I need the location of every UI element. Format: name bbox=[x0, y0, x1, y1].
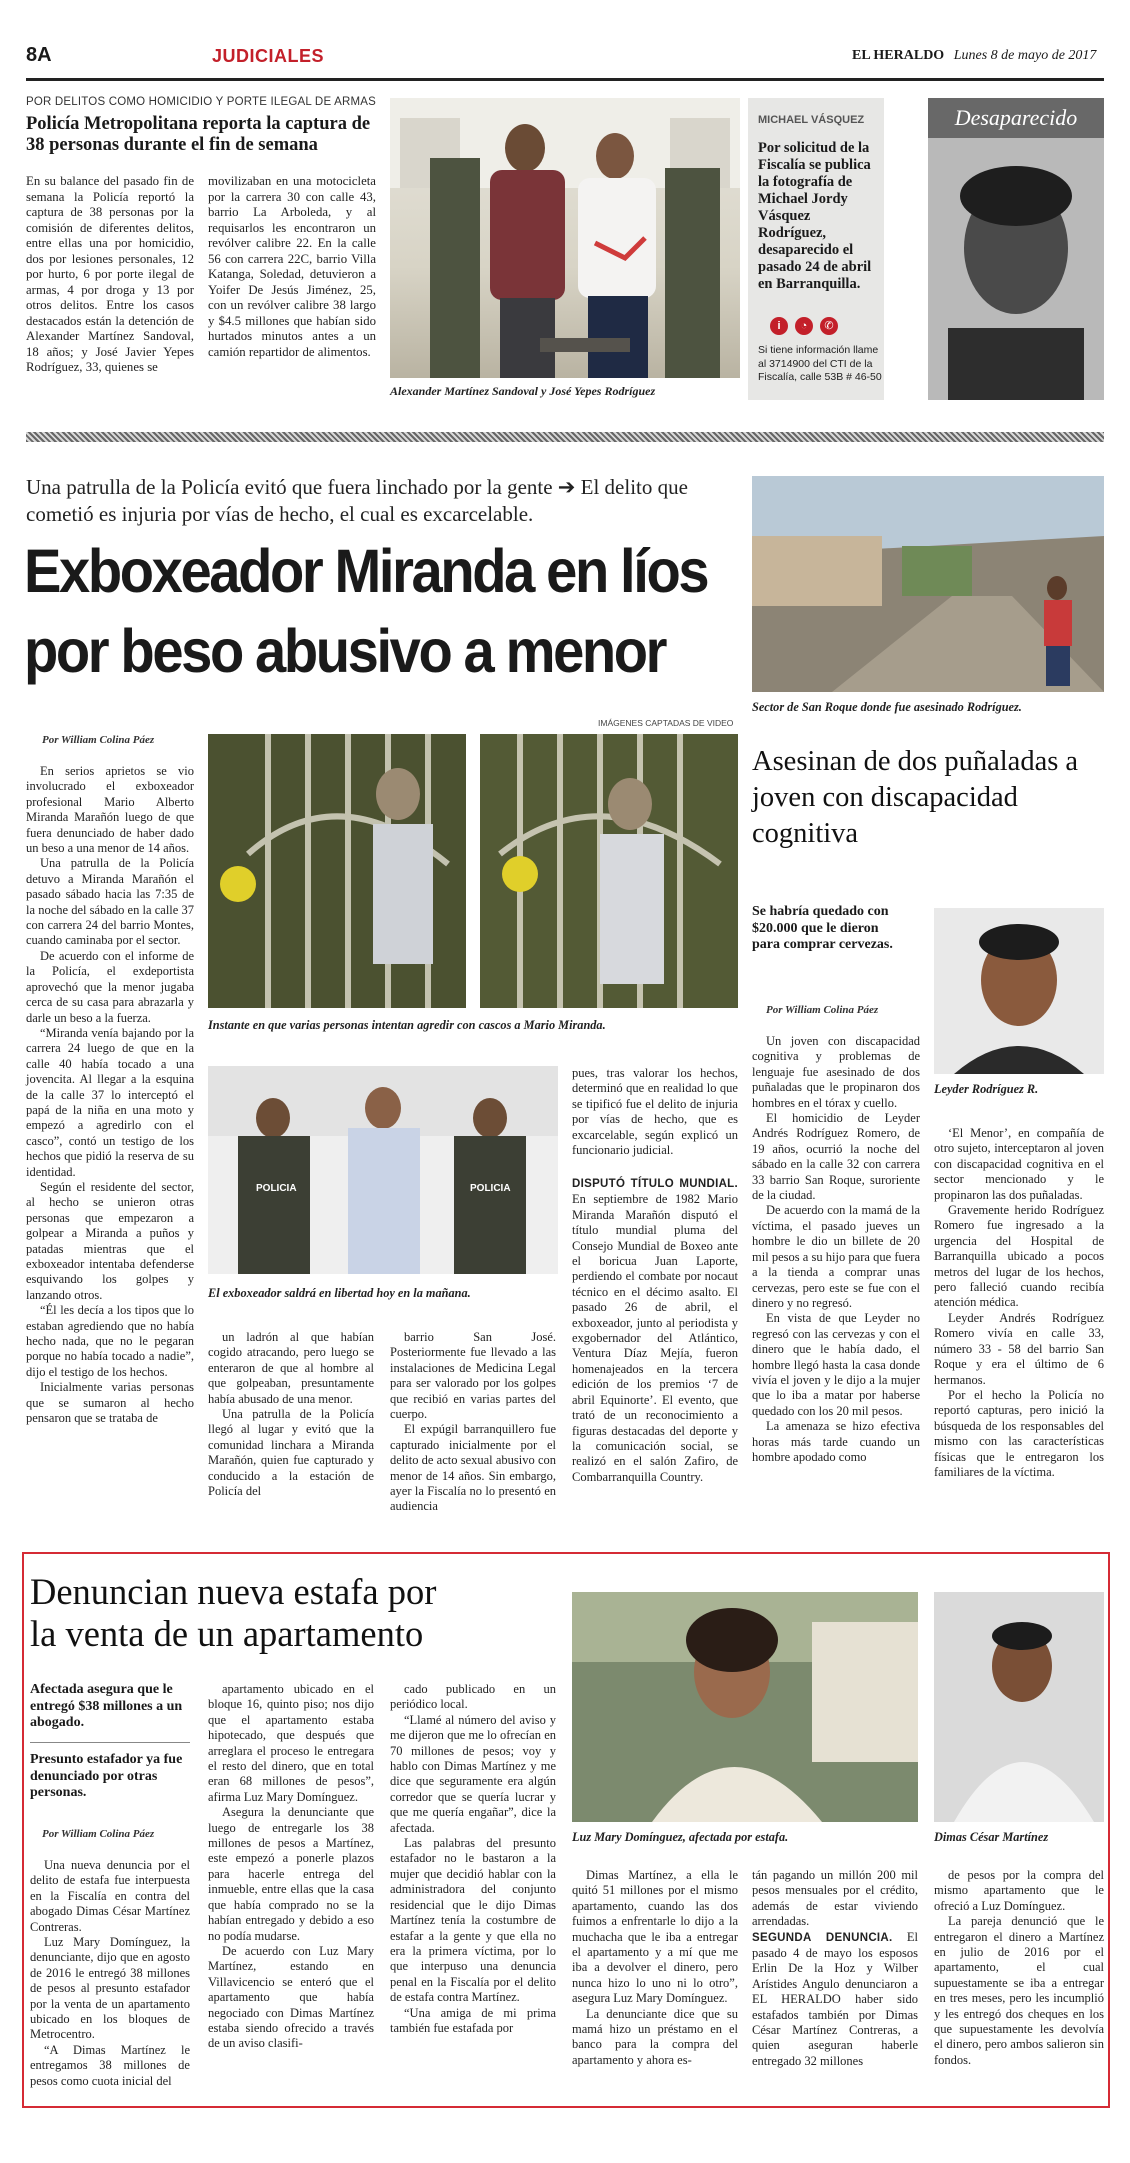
missing-person-info: Si tiene información llame al 3714900 del CTI de la Fiscalía, calle 53B # 46-50 bbox=[758, 344, 882, 383]
paragraph: barrio San José. Posteriormente fue llevado a las instalaciones de Medicina Legal para ser valorado por los golpes que recibió en varias partes del cuerpo. bbox=[390, 1330, 556, 1422]
victim-portrait-caption: Leyder Rodríguez R. bbox=[934, 1082, 1039, 1096]
paragraph: Inicialmente varias personas que se sumaron al hecho pensaron que se trataba de bbox=[26, 1380, 194, 1426]
paragraph: ‘El Menor’, en compañía de otro sujeto, interceptaron al joven con discapacidad cognitiva en el sector mencionado y le propinaron las dos puñaladas. bbox=[934, 1126, 1104, 1202]
paragraph: De acuerdo con la mamá de la víctima, el pasado jueves un hombre le dio un billete de 20 mil pesos a su hijo para que fuera a la tienda a comprar unas cervezas, pero este se fue con el dinero y no regresó. bbox=[752, 1203, 920, 1310]
info-icon: i bbox=[770, 317, 788, 335]
victim-portrait bbox=[934, 908, 1104, 1074]
story4-man-caption: Dimas César Martínez bbox=[934, 1830, 1049, 1844]
story2-headline-2: por beso abusivo a menor bbox=[24, 617, 666, 685]
story2-byline: Por William Colina Páez bbox=[42, 734, 155, 746]
paragraph: El homicidio de Leyder Andrés Rodríguez Romero, de 19 años, ocurrió la noche del sábado en la calle 32 con carrera 33 barrio San Roque, suroriente de la ciudad. bbox=[752, 1111, 920, 1203]
photo-credit: IMÁGENES CAPTADAS DE VIDEO bbox=[598, 718, 734, 728]
paragraph: Luz Mary Domínguez, la denunciante, dijo que en agosto de 2016 le entregó 38 millones de pesos al presunto estafador por la venta de un apartamento ubicado en los bloques de Metrocentro. bbox=[30, 1935, 190, 2042]
paragraph: un ladrón al que habían cogido atracando, pero luego se enteraron de que al hombre al que golpeaban, presuntamente había abusado de una menor. bbox=[208, 1330, 374, 1406]
clock-icon: ◔ bbox=[795, 317, 813, 335]
story1-photo-caption: Alexander Martínez Sandoval y José Yepes Rodríguez bbox=[390, 384, 656, 398]
story2-column-4 bbox=[572, 1176, 738, 1485]
paragraph: de pesos por la compra del mismo apartamento que le ofreció a Luz Domínguez. bbox=[934, 1868, 1104, 1913]
story2-police-photo bbox=[208, 1066, 558, 1274]
story2-video-frame-2 bbox=[480, 734, 738, 1008]
story2-column-4b: En septiembre de 1982 Mario Miranda Marañón disputó el título mundial pluma del Consejo Mundial de Boxeo ante el boricua Juan Laporte, perdiendo el combate por nocaut técnico en el décimo asalto. El pasado 26 de abril, el exboxeador, junto al periodista y exgobernador del Atlántico, Ventura Díaz Mejía, fueron homenajeados en la tercera edición de los premios ‘7 de abril Equinorte’. El evento, que trató de un reconocimiento a figuras destacadas del deporte y la comunicación social, se realizó en el salón Zafiro, de Combarranquilla Country. bbox=[572, 1192, 738, 1484]
story2-column-3 bbox=[390, 1330, 556, 1515]
story1-headline: Policía Metropolitana reporta la captura de 38 personas durante el fin de semana bbox=[26, 114, 371, 155]
story2-caption-top: Instante en que varias personas intentan agredir con cascos a Mario Miranda. bbox=[208, 1018, 606, 1032]
arrest-photo-illustration bbox=[390, 98, 740, 378]
story2-deck: Una patrulla de la Policía evitó que fuera linchado por la gente ➔ El delito que cometió es injuria por vías de hecho, el cual es excarcelable. bbox=[26, 475, 688, 526]
paragraph: “Él les decía a los tipos que lo estaban agrediendo que no había hecho nada, que no le pegaran porque no había tocado a nadie”, dijo el testigo de los hechos. bbox=[26, 1303, 194, 1379]
story2-video-frame-1 bbox=[208, 734, 466, 1008]
story4-column-5 bbox=[934, 1868, 1104, 2068]
paragraph: De acuerdo con el informe de la Policía, el exdeportista aprovechó que la menor jugaba cerca de su casa para abrazarla y darle un beso a la fuerza. bbox=[26, 948, 194, 1025]
paragraph: En serios aprietos se vio involucrado el exboxeador profesional Mario Alberto Miranda Marañón luego de que fuera denunciado de haber dado un beso a una menor de 14 años. bbox=[26, 764, 194, 856]
missing-person-photo bbox=[928, 98, 1104, 400]
police-label-left: POLICIA bbox=[256, 1183, 297, 1194]
paragraph: Las palabras del presunto estafador no le bastaron a la mujer que decidió hablar con la administradora del conjunto residencial que le dijo Dimas Martínez tenía la costumbre de estafar a la gente y que ella no era la primera víctima, por lo que interpuso una denuncia penal en la Fiscalía por el delito de estafa contra Martínez. bbox=[390, 1836, 556, 2005]
section-divider bbox=[26, 432, 1104, 442]
street-illustration bbox=[752, 476, 1104, 692]
story4-column-4a: tán pagando un millón 200 mil pesos mensuales por el crédito, además de estar viviendo arrendadas. bbox=[752, 1868, 918, 1929]
paragraph: “Una amiga de mi prima también fue estafada por bbox=[390, 2005, 556, 2035]
paragraph: Una patrulla de la Policía llegó al lugar y evitó que la comunidad linchara a Miranda Marañón, quien fue capturado y conducido a la estación de Policía del bbox=[208, 1407, 374, 1499]
story4-dek-1: Afectada asegura que le entregó $38 millones a un abogado. bbox=[30, 1682, 183, 1730]
story4-column-2 bbox=[208, 1682, 374, 2052]
paragraph: En vista de que Leyder no regresó con las cervezas y con el dinero que le había dado, el hombre llegó hasta la casa donde vivía el joven y le dijo a la mujer que lo iba a matar por haberse quedado con los 20 mil pesos. bbox=[752, 1311, 920, 1418]
phone-icon: ✆ bbox=[820, 317, 838, 335]
paragraph: cado publicado en un periódico local. bbox=[390, 1682, 556, 1712]
police-label-right: POLICIA bbox=[470, 1183, 511, 1194]
story4-column-3a bbox=[390, 1682, 556, 2036]
paper-name: EL HERALDO bbox=[852, 48, 945, 63]
story4-column-4 bbox=[752, 1868, 918, 2069]
story1-column-1: En su balance del pasado fin de semana la Policía reportó la captura de 38 personas por la comisión de diferentes delitos, entre ellas una por homicidio, dos por lesiones personales, 12 por hurto, 6 por porte ilegal de armas, 4 por droga y 13 por otros delitos. Entre los casos destacados están la detención de Alexander Martínez Sandoval, 18 años; y José Javier Yepes Rodríguez, 33, quienes se bbox=[26, 174, 194, 374]
paragraph: De acuerdo con Luz Mary Martínez, estando en Villavicencio se enteró que el apartamento que había negociado con Dimas Martínez estaba siendo ofrecido a través de un aviso clasifi- bbox=[208, 1943, 374, 2051]
paragraph: Una nueva denuncia por el delito de estafa fue interpuesta en la Fiscalía en contra del abogado Dimas César Martínez Contreras. bbox=[30, 1858, 190, 1934]
police-photo-illustration bbox=[208, 1066, 558, 1274]
story2-column-1 bbox=[26, 764, 194, 1426]
paragraph: “A Dimas Martínez le entregamos 38 millones de pesos como cuota inicial del bbox=[30, 2042, 190, 2088]
story4-headline-2: la venta de un apartamento bbox=[30, 1613, 424, 1654]
missing-person-text: Por solicitud de la Fiscalía se publica la fotografía de Michael Jordy Vásquez Rodríguez, desaparecido el pasado 24 de abril en Barranquilla. bbox=[758, 140, 872, 292]
story4-dek-2: Presunto estafador ya fue denunciado por otras personas. bbox=[30, 1752, 183, 1800]
story3-column-1 bbox=[752, 1034, 920, 1465]
paragraph: Un joven con discapacidad cognitiva y problemas de lenguaje fue asesinado de dos puñaladas que le propinaron dos hombres en el tórax y cuello. bbox=[752, 1034, 920, 1110]
masthead-paper bbox=[852, 48, 1096, 64]
paragraph: La denunciante dice que su mamá hizo un préstamo en el banco para la compra del apartamento y ahora es- bbox=[572, 2006, 738, 2067]
story3-headline: Asesinan de dos puñaladas a joven con discapacidad cognitiva bbox=[752, 746, 1079, 849]
story4-woman-caption: Luz Mary Domínguez, afectada por estafa. bbox=[572, 1830, 789, 1844]
page-number: 8A bbox=[26, 44, 52, 66]
paragraph: Una patrulla de la Policía detuvo a Miranda Marañón el pasado sábado hacia las 7:35 de la noche del sábado en la calle 37 con carrera 24 del barrio Montes, cuando caminaba por el sector. bbox=[26, 856, 194, 948]
section-label: JUDICIALES bbox=[212, 46, 325, 66]
story2-caption-bottom: El exboxeador saldrá en libertad hoy en la mañana. bbox=[208, 1286, 471, 1300]
story1-kicker: POR DELITOS COMO HOMICIDIO Y PORTE ILEGAL DE ARMAS bbox=[26, 96, 376, 108]
video-frame-illustration bbox=[208, 734, 466, 1008]
story4-byline: Por William Colina Páez bbox=[42, 1828, 155, 1840]
paragraph: Según el residente del sector, al hecho se unieron otras personas que empezaron a golpear a Miranda a puños y patadas mientras que el exboxeador intentaba defenderse esquivando los golpes y lanzando otros. bbox=[26, 1179, 194, 1302]
portrait-illustration bbox=[928, 138, 1104, 400]
victim-portrait-illustration bbox=[934, 908, 1104, 1074]
paragraph: La amenaza se hizo efectiva horas más tarde cuando un hombre apodado como bbox=[752, 1419, 920, 1464]
story2-subhead: DISPUTÓ TÍTULO MUNDIAL. bbox=[572, 1178, 738, 1190]
dek-divider bbox=[30, 1742, 190, 1743]
story4-column-1 bbox=[30, 1858, 190, 2089]
story2-column-2 bbox=[208, 1330, 374, 1499]
story4-column-3b bbox=[572, 1868, 738, 2068]
story3-dek: Se habría quedado con $20.000 que le dieron para comprar cervezas. bbox=[752, 904, 893, 952]
story4-woman-photo bbox=[572, 1592, 918, 1822]
story3-column-2 bbox=[934, 1126, 1104, 1480]
story4-subhead: SEGUNDA DENUNCIA. bbox=[752, 1931, 893, 1944]
video-frame-illustration bbox=[480, 734, 738, 1008]
paragraph: Leyder Andrés Rodríguez Romero vivía en calle 33, número 33 - 58 del barrio San Roque y era el último de 6 hermanos. bbox=[934, 1310, 1104, 1387]
paragraph: Asegura la denunciante que luego de entregarle los 38 millones de pesos a Martínez, este empezó a ponerle plazos para hacerle entrega del inmueble, entre ellas que la casa que había comprado no se la habían entregado y debido a eso no podía mudarse. bbox=[208, 1805, 374, 1943]
story4-man-photo bbox=[934, 1592, 1104, 1822]
man-photo-illustration bbox=[934, 1592, 1104, 1822]
paragraph: El expúgil barranquillero fue capturado inicialmente por el delito de acto sexual abusivo con menor de 14 años. Sin embargo, ayer la Fiscalía no lo presentó en audiencia bbox=[390, 1422, 556, 1514]
story4-headline-1: Denuncian nueva estafa por bbox=[30, 1571, 437, 1612]
paragraph: apartamento ubicado en el bloque 16, quinto piso; nos dijo que el apartamento estaba hipotecado, que después que arreglara el proceso le entregara el resto del dinero, que en total eran 68 millones de pesos”, afirma Luz Mary Domínguez. bbox=[208, 1682, 374, 1804]
paragraph: “Miranda venía bajando por la carrera 24 luego de que en la calle 40 había tocado a una jovencita. Al llegar a la esquina de la calle 37 lo interceptó el papá de la niña en una moto y empezó a agredirlo con el casco”, contó un testigo de los hechos que pidió la reserva de su identidad. bbox=[26, 1025, 194, 1179]
story2-column-4a: pues, tras valorar los hechos, determinó que en realidad lo que se tipificó fue el delito de injuria por vías de hecho, que es excarcelable, según explicó un funcionario judicial. bbox=[572, 1066, 738, 1158]
paragraph: “Llamé al número del aviso y me dijeron que me lo ofrecían en 70 millones de pesos; voy y hablo con Dimas Martínez y me dice que seguramente era algún corredor que se quería lucrar y que me quería engañar”, dice la afectada. bbox=[390, 1712, 556, 1835]
paragraph: Gravemente herido Rodríguez Romero fue ingresado a la urgencia del Hospital de Barranquilla ubicado a pocos metros del lugar de los hechos, pero falleció cuando recibía atención médica. bbox=[934, 1203, 1104, 1310]
story3-byline: Por William Colina Páez bbox=[766, 1004, 879, 1016]
story4-column-4b: El pasado 4 de mayo los esposos Erlin De la Hoz y Wilber Arístides Angulo denunciaron a EL HERALDO haber sido estafados también por Dimas César Martínez Contreras, a quien aseguran haberle entregado 32 millones bbox=[752, 1929, 918, 2068]
paragraph: Por el hecho la Policía no reportó capturas, pero inició la búsqueda de los responsables del mismo con las características físicas que le entregaron los familiares de la víctima. bbox=[934, 1387, 1104, 1479]
missing-tag: Desaparecido bbox=[928, 98, 1104, 138]
story1-column-2: movilizaban en una motocicleta por la carrera 30 con calle 43, barrio La Arboleda, y al requisarlos les encontraron un revólver calibre 22. En la calle 56 con carrera 22C, barrio Villa Katanga, Soledad, detuvieron a Yoifer De Jesús Jiménez, 25, con un revólver calibre 38 largo y $4.5 millones que habían sido hurtados minutos antes a un camión repartidor de alimentos. bbox=[208, 174, 376, 359]
story2-headline-1: Exboxeador Miranda en líos bbox=[24, 537, 708, 605]
contact-icons bbox=[770, 316, 838, 335]
masthead-rule bbox=[26, 78, 1104, 81]
issue-date: Lunes 8 de mayo de 2017 bbox=[953, 48, 1097, 63]
missing-person-name-label: MICHAEL VÁSQUEZ bbox=[758, 114, 865, 126]
story3-photo-caption: Sector de San Roque donde fue asesinado Rodríguez. bbox=[752, 700, 1022, 714]
paragraph: Dimas Martínez, a ella le quitó 51 millones por el mismo apartamento, cuando las dos fuimos a enfrentarle lo dijo a la muchacha que le iba a entregar el apartamento y a mí que me iba a devolver el dinero, pero nunca hizo lo uno ni lo otro”, asegura Luz Mary Domínguez. bbox=[572, 1868, 738, 2006]
paragraph: La pareja denunció que le entregaron el dinero a Martínez en julio de 2016 por el apartamento, el cual supuestamente se iba a entregar en tres meses, pero les incumplió y les entregó dos cheques en los que supuestamente les devolvía el dinero, pero ambos salieron sin fondos. bbox=[934, 1914, 1104, 2067]
story1-photo bbox=[390, 98, 740, 378]
woman-photo-illustration bbox=[572, 1592, 918, 1822]
story3-street-photo bbox=[752, 476, 1104, 692]
